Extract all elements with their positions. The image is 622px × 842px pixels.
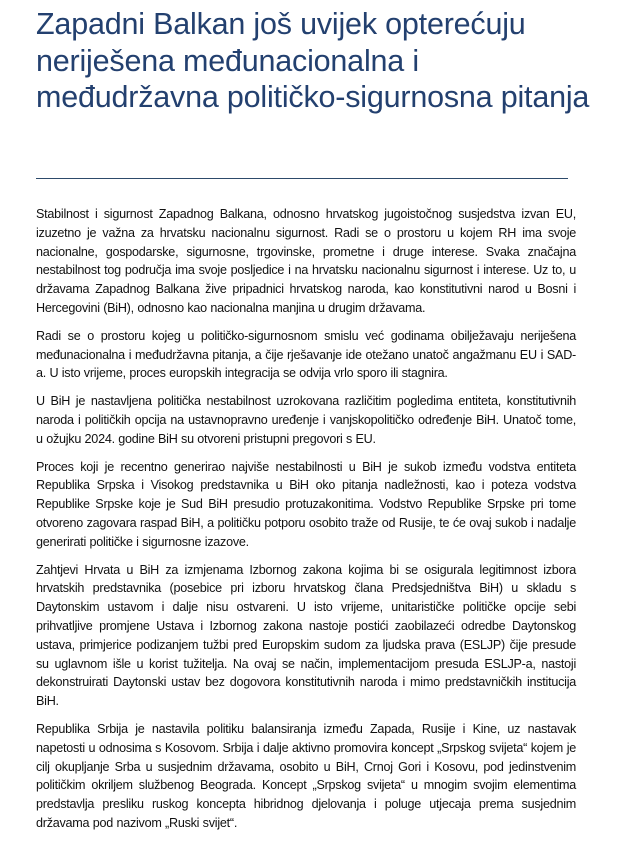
document-body <box>36 205 576 842</box>
document-title: Zapadni Balkan još uvijek opterećuju neriješena međunacionalna i međudržavna političko-sigurnosna pitanja <box>36 7 590 114</box>
paragraph-republika-srpska: Proces koji je recentno generirao najviše nestabilnosti u BiH je sukob između vodstva entiteta Republika Srpska i Visokog predstavnika u BiH oko pitanja nadležnosti, kao i poteza vodstva Republike Srpske koje je Sud BiH presudio protuzakonitima. Vodstvo Republike Srpske pri tome otvoreno zagovara raspad BiH, a političku potporu osobito traže od Rusije, te će ovaj sukob i nadalje generirati političke i sigurnosne izazove. <box>36 459 576 549</box>
paragraph-croat-demands: Zahtjevi Hrvata u BiH za izmjenama Izbornog zakona kojima bi se osigurala legitimnost izbora hrvatskih predstavnika (posebice pri izboru hrvatskog člana Predsjedništva BiH) u skladu s Daytonskim ustavom i dalje nisu ostvareni. U isto vrijeme, unitarističke političke opcije sebi prihvatljive promjene Ustava i Izbornog zakona nastoje postići zaobilazeći odredbe Daytonskog ustava, primjerice podizanjem tužbi pred Europskim sudom za ljudska prava (ESLJP) čije presude su uglavnom išle u korist tužitelja. Na ovaj se način, implementacijom presuda ESLJP-a, nastoji dekonstruirati Daytonski ustav bez dogovora konstitutivnih naroda i mimo predstavničkih institucija BiH. <box>36 562 576 709</box>
paragraph-unresolved-issues: Radi se o prostoru kojeg u političko-sigurnosnom smislu već godinama obilježavaju neriješena međunacionalna i međudržavna pitanja, a čije rješavanje ide otežano unatoč angažmanu EU i SAD-a. U isto vrijeme, proces europskih integracija se odvija vrlo sporo ili stagnira. <box>36 328 576 381</box>
paragraph-stability: Stabilnost i sigurnost Zapadnog Balkana, odnosno hrvatskog jugoistočnog susjedstva izvan EU, izuzetno je važna za hrvatsku nacionalnu sigurnost. Radi se o prostoru u kojem RH ima svoje nacionalne, gospodarske, sigurnosne, trgovinske, prometne i druge interese. Svaka značajna nestabilnost tog područja ima svoje posljedice i na hrvatsku nacionalnu sigurnost i interese. Uz to, u državama Zapadnog Balkana žive pripadnici hrvatskog naroda, kao konstitutivni narod u Bosni i Hercegovini (BiH), odnosno kao nacionalna manjina u drugim državama. <box>36 207 576 315</box>
title-separator <box>36 178 568 179</box>
paragraph-serbia: Republika Srbija je nastavila politiku balansiranja između Zapada, Rusije i Kine, uz nastavak napetosti u odnosima s Kosovom. Srbija i dalje aktivno promovira koncept „Srpskog svijeta“ kojem je cilj okupljanje Srba u susjednim državama, osobito u BiH, Crnoj Gori i Kosovu, pod jedinstvenim političkim okriljem službenog Beograda. Koncept „Srpskog svijeta“ u mnogim svojim elementima predstavlja presliku ruskog koncepta hibridnog djelovanja i poluge utjecaja prema susjednim državama pod nazivom „Ruski svijet“. <box>36 721 576 830</box>
paragraph-bih-instability: U BiH je nastavljena politička nestabilnost uzrokovana različitim pogledima entiteta, konstitutivnih naroda i političkih opcija na ustavnopravno uređenje i vanjskopolitičko određenje BiH. Unatoč tome, u ožujku 2024. godine BiH su otvoreni pristupni pregovori s EU. <box>36 394 576 446</box>
